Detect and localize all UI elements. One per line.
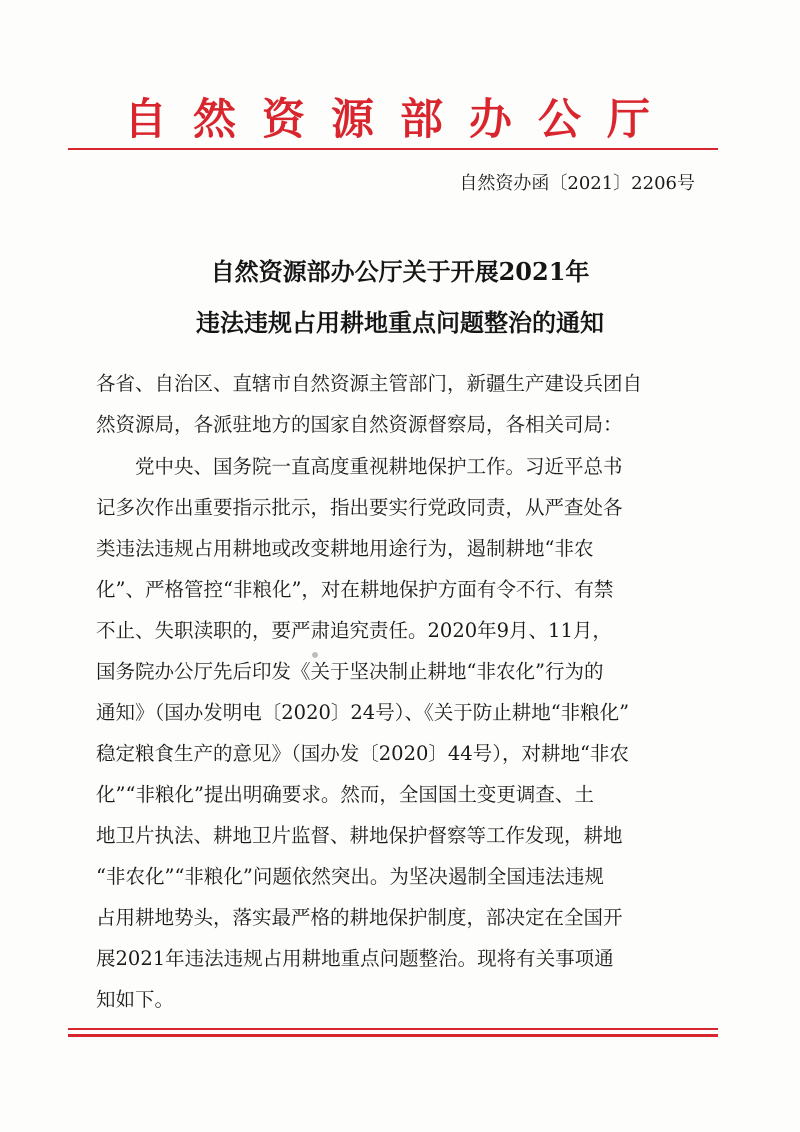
body-line: 通知》（国办发明电〔2020〕24号）、《关于防止耕地“非粮化” <box>96 701 630 724</box>
body-line: 国务院办公厅先后印发《关于坚决制止耕地“非农化”行为的 <box>96 660 604 683</box>
body-line: 展2021年违法违规占用耕地重点问题整治。现将有关事项通 <box>96 947 614 970</box>
body-line: 不止、失职渎职的，要严肃追究责任。2020年9月、11月， <box>96 619 612 642</box>
body-line: 党中央、国务院一直高度重视耕地保护工作。习近平总书 <box>96 455 623 478</box>
body-line: “非农化”“非粮化”问题依然突出。为坚决遏制全国违法违规 <box>96 865 604 888</box>
issuing-organization-title: 自然资源部办公厅 <box>124 95 676 145</box>
body-line: 记多次作出重要指示批示，指出要实行党政同责，从严查处各 <box>96 496 623 519</box>
scan-speck <box>312 652 318 658</box>
red-footer-rule-thin <box>68 1028 718 1030</box>
body-line: 稳定粮食生产的意见》（国办发〔2020〕44号），对耕地“非农 <box>96 742 629 765</box>
body-line: 各省、自治区、直辖市自然资源主管部门，新疆生产建设兵团自 <box>96 372 643 395</box>
body-line: 化”、严格管控“非粮化”，对在耕地保护方面有令不行、有禁 <box>96 578 614 601</box>
body-line: 地卫片执法、耕地卫片监督、耕地保护督察等工作发现，耕地 <box>96 824 623 847</box>
body-line: 然资源局，各派驻地方的国家自然资源督察局，各相关司局： <box>96 413 623 436</box>
body-line: 知如下。 <box>96 988 175 1011</box>
red-header-rule <box>68 148 718 150</box>
body-line: 类违法违规占用耕地或改变耕地用途行为，遏制耕地“非农 <box>96 537 594 560</box>
body-line: 化”“非粮化”提出明确要求。然而，全国国土变更调查、土 <box>96 783 594 806</box>
body-line: 占用耕地势头，落实最严格的耕地保护制度，部决定在全国开 <box>96 906 623 929</box>
document-title-line-2: 违法违规占用耕地重点问题整治的通知 <box>196 308 604 337</box>
document-title-line-1: 自然资源部办公厅关于开展2021年 <box>210 257 590 286</box>
red-footer-rule-thick <box>68 1034 718 1037</box>
document-number: 自然资办函〔2021〕2206号 <box>459 173 695 194</box>
